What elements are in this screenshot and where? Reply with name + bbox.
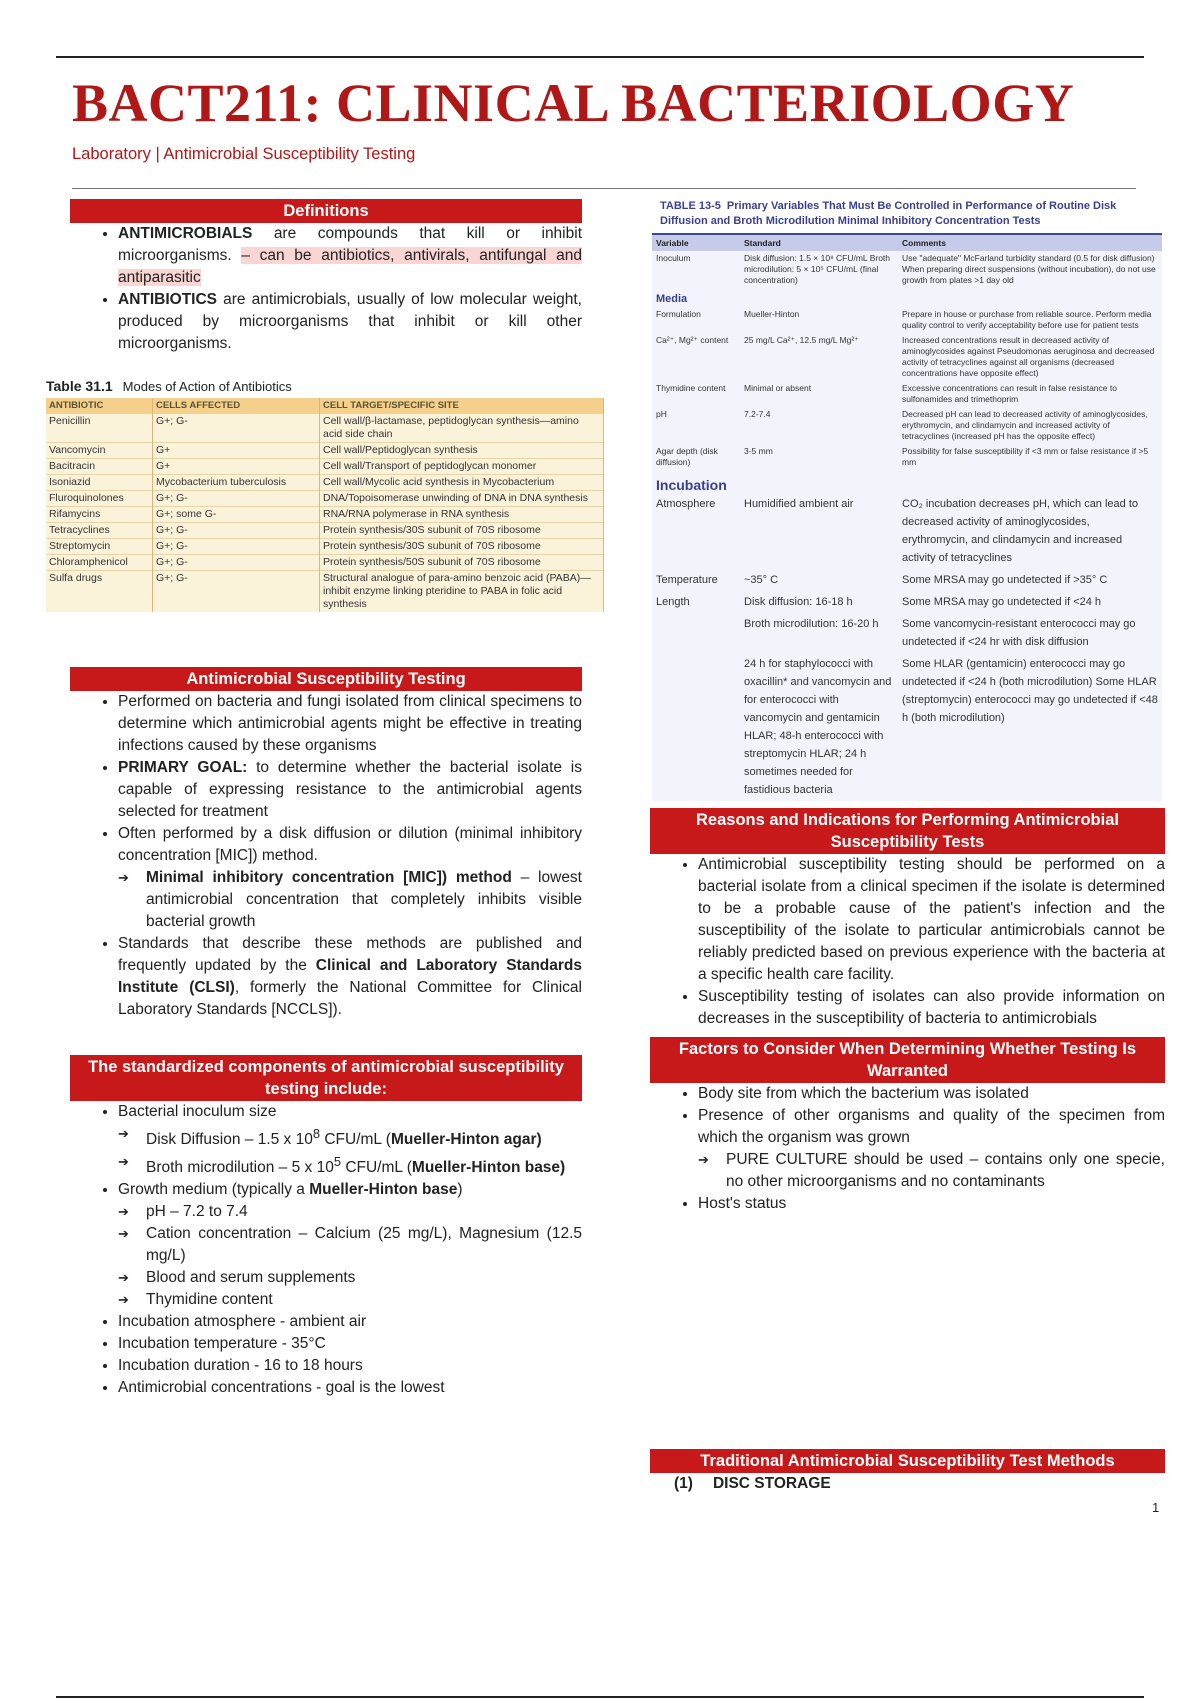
table-header: Comments [898,234,1162,251]
table-cell: Protein synthesis/30S subunit of 70S ribosome [320,523,604,539]
table-cell: Streptomycin [46,539,153,555]
table-cell: RNA/RNA polymerase in RNA synthesis [320,507,604,523]
table-cell: G+ [153,459,320,475]
table-cell [652,653,740,801]
table-row [46,459,604,475]
list-item: • Antimicrobial susceptibility testing should be performed on a bacterial isolate from a clinical specimen if the isolate is determined to be a probable cause of the patient's infection and the susceptibility of the isolate to particular antimicrobials cannot be reliably predicted based on previous experience with the bacteria at a specific health care facility. [698,854,1165,986]
table-cell: Protein synthesis/50S subunit of 70S ribosome [320,555,604,571]
table-row [46,539,604,555]
list-item: • Host's status [698,1193,1165,1215]
table-cell: 7.2-7.4 [744,409,771,419]
table-cell: Decreased pH can lead to decreased activity of aminoglycosides, erythromycin, and clindamycin and increased activity of tetracyclines (increased pH has the opposite effect) [902,409,1148,441]
table-cell: G+; G- [153,539,320,555]
table-cell: G+; G- [153,523,320,539]
sub-item: ➔ pH – 7.2 to 7.4 [146,1201,582,1223]
components-section [70,1055,582,1399]
ast-section [70,667,582,1021]
list-item: • Standards that describe these methods are published and frequently updated by the Clinical and Laboratory Standards Institute (CLSI), formerly the National Committee for Clinical Laboratory Standards [NCCLS]). [118,933,582,1021]
table-cell: Increased concentrations result in decreased activity of aminoglycosides against Pseudomonas aeruginosa and decreased activity of tetracyclines against all organisms (decreased concentrations have opposite effect) [902,335,1155,378]
sub-item: ➔ Disk Diffusion – 1.5 x $10^8$ CFU/mL (Mueller-Hinton agar) [146,1123,582,1151]
table-caption: TABLE 13-5 Primary Variables That Must Be Controlled in Performance of Routine Disk Diffusion and Broth Microdilution Minimal Inhibitory Concentration Tests [660,200,1117,227]
table-cell: Minimal or absent [744,383,812,393]
list-item: • Incubation duration - 16 to 18 hours [118,1355,582,1377]
table-header: Variable [652,234,740,251]
table-cell: Some MRSA may go undetected if >35° C [902,574,1108,586]
reasons-heading: Reasons and Indications for Performing Antimicrobial Susceptibility Tests [650,808,1165,854]
table-cell: 25 mg/L Ca²⁺, 12.5 mg/L Mg²⁺ [744,335,859,345]
table-cell: G+; G- [153,491,320,507]
table-row [46,443,604,459]
table-row [46,491,604,507]
table-header: ANTIBIOTIC [46,398,153,414]
table-row [652,307,1162,333]
table-cell: G+; some G- [153,507,320,523]
table-cell: Possibility for false susceptibility if <3 mm or false resistance if >5 mm [902,446,1149,467]
components-heading: The standardized components of antimicrobial susceptibility testing include: [70,1055,582,1101]
table-cell: Vancomycin [46,443,153,459]
table-cell: Protein synthesis/30S subunit of 70S ribosome [320,539,604,555]
table-row [46,523,604,539]
sub-item: ➔ PURE CULTURE should be used – contains only one specie, no other microorganisms and no contaminants [726,1149,1165,1193]
table-cell [652,613,740,653]
table-row [652,613,1162,653]
table-row [46,571,604,613]
factors-heading: Factors to Consider When Determining Whether Testing Is Warranted [650,1037,1165,1083]
list-item: • Often performed by a disk diffusion or dilution (minimal inhibitory concentration [MIC]) method. ➔ Minimal inhibitory concentration [MIC]) method – lowest antimicrobial concentration that completely inhibits visible bacterial growth [118,823,582,933]
subtitle-rule [72,188,1136,189]
table-cell: 24 h for staphylococci with oxacillin* and vancomycin and for enterococci with vancomycin and gentamicin HLAR; 48-h enterococci with streptomycin HLAR; 24 h sometimes needed for fastidious bacteria [744,658,892,796]
table-cell: Length [656,596,690,608]
table-cell: Some vancomycin-resistant enterococci may go undetected if <24 hr with disk diffusion [902,618,1136,648]
variables-table [652,199,1162,801]
table-cell: Sulfa drugs [46,571,153,613]
table-cell: Cell wall/Transport of peptidoglycan monomer [320,459,604,475]
table-cell: pH [656,409,667,419]
table-header: CELL TARGET/SPECIFIC SITE [320,398,604,414]
table-cell: Penicillin [46,414,153,443]
table-row [652,569,1162,591]
table-cell: Cell wall/Mycolic acid synthesis in Mycobacterium [320,475,604,491]
list-item: • Bacterial inoculum size ➔ Disk Diffusion – 1.5 x $10^8$ CFU/mL (Mueller-Hinton agar) ➔ Broth microdilution – 5 x $10^5$ CFU/mL (Mueller-Hinton base) [118,1101,582,1179]
table-row [652,381,1162,407]
table-cell: Isoniazid [46,475,153,491]
sub-item: ➔ Thymidine content [146,1289,582,1311]
sub-item: ➔ Broth microdilution – 5 x $10^5$ CFU/mL (Mueller-Hinton base) [146,1151,582,1179]
list-item: • Susceptibility testing of isolates can also provide information on decreases in the susceptibility of bacteria to antimicrobials [698,986,1165,1030]
definition-item: • ANTIMICROBIALS are compounds that kill or inhibit microorganisms. – can be antibiotics, antivirals, antifungal and antiparasitic [118,223,582,289]
table-row [652,591,1162,613]
list-item: • PRIMARY GOAL: to determine whether the bacterial isolate is capable of expressing resistance to the antimicrobial agents selected for treatment [118,757,582,823]
traditional-section [650,1449,1165,1495]
sub-item: ➔ Blood and serum supplements [146,1267,582,1289]
table-cell: Thymidine content [656,383,726,393]
table-cell: Prepare in house or purchase from reliable source. Perform media quality control to verify acceptability before use for patient tests [902,309,1152,330]
table-cell: Some MRSA may go undetected if <24 h [902,596,1102,608]
ast-heading: Antimicrobial Susceptibility Testing [70,667,582,691]
table-row [652,407,1162,444]
reasons-section [650,808,1165,1030]
table-cell: Chloramphenicol [46,555,153,571]
table-cell: Disk diffusion: 16-18 h [744,596,853,608]
definitions-section [70,199,582,355]
table-cell: Atmosphere [656,498,716,510]
table-header: CELLS AFFECTED [153,398,320,414]
table-cell: G+; G- [153,571,320,613]
table-row [46,414,604,443]
factors-section [650,1037,1165,1215]
list-item: • Growth medium (typically a Mueller-Hinton base) ➔ pH – 7.2 to 7.4 ➔ Cation concentration – Calcium (25 mg/L), Magnesium (12.5 mg/L) ➔ Blood and serum supplements ➔ Thymidine content [118,1179,582,1311]
table-cell: Cell wall/Peptidoglycan synthesis [320,443,604,459]
table-cell: Temperature [656,574,718,586]
table-cell: G+; G- [153,555,320,571]
table-cell: ~35° C [744,574,779,586]
list-item: • Body site from which the bacterium was isolated [698,1083,1165,1105]
table-row: Inoculum Disk diffusion: 1.5 × 10⁸ CFU/mL Broth microdilution: 5 × 10⁵ CFU/mL (final concentration) Use "adequate" McFarland turbidity standard (0.5 for disk diffusion) When preparing direct suspensions (without incubation), do not use growth from plates >1 day old [656,253,1156,285]
definition-highlight: – can be antibiotics, antivirals, antifungal and antiparasitic [118,247,582,286]
list-item: • Incubation temperature - 35°C [118,1333,582,1355]
bottom-rule [56,1696,1144,1698]
list-item: • Performed on bacteria and fungi isolated from clinical specimens to determine which antimicrobial agents might be effective in treating infections caused by these organisms [118,691,582,757]
table-row [652,444,1162,470]
table-cell: Some HLAR (gentamicin) enterococci may go undetected if <24 h (both microdilution) Some HLAR (streptomycin) enterococci may go undetected if <48 h (both microdilution) [902,658,1158,724]
list-item: • Presence of other organisms and quality of the specimen from which the organism was grown ➔ PURE CULTURE should be used – contains only one specie, no other microorganisms and no contaminants [698,1105,1165,1193]
table-row [46,555,604,571]
table-section-row: Incubation [656,477,727,493]
list-item: • Antimicrobial concentrations - goal is the lowest [118,1377,582,1399]
table-cell: CO₂ incubation decreases pH, which can lead to decreased activity of aminoglycosides, erythromycin, and clindamycin and increased activity of tetracyclines [902,498,1139,564]
traditional-heading: Traditional Antimicrobial Susceptibility Test Methods [650,1449,1165,1473]
table-cell: G+; G- [153,414,320,443]
table-cell: Rifamycins [46,507,153,523]
table-row [652,493,1162,569]
table-row [46,475,604,491]
numbered-item: (1) DISC STORAGE [674,1475,831,1492]
sub-item: ➔ Minimal inhibitory concentration [MIC]) method – lowest antimicrobial concentration that completely inhibits visible bacterial growth [146,867,582,933]
definition-item: • ANTIBIOTICS are antimicrobials, usually of low molecular weight, produced by microorganisms that inhibit or kill other microorganisms. [118,289,582,355]
table-cell: Humidified ambient air [744,498,854,510]
table-cell: DNA/Topoisomerase unwinding of DNA in DNA synthesis [320,491,604,507]
table-cell: Tetracyclines [46,523,153,539]
page-number: 1 [1152,1500,1160,1515]
table-section-row: Media [656,293,688,305]
table-row [652,653,1162,801]
table-cell: Formulation [656,309,701,319]
table-cell: G+ [153,443,320,459]
table-cell: Ca²⁺, Mg²⁺ content [656,335,729,345]
antibiotics-table [46,378,604,612]
table-cell: Mycobacterium tuberculosis [153,475,320,491]
sub-item: ➔ Cation concentration – Calcium (25 mg/L), Magnesium (12.5 mg/L) [146,1223,582,1267]
table-cell: Fluroquinolones [46,491,153,507]
table-cell: Structural analogue of para-amino benzoic acid (PABA)—inhibit enzyme linking pteridine to PABA in folic acid synthesis [320,571,604,613]
table-cell: Broth microdilution: 16-20 h [744,618,879,630]
page-title: BACT211: CLINICAL BACTERIOLOGY [72,73,1075,133]
table-cell: Mueller-Hinton [744,309,800,319]
page-subtitle: Laboratory | Antimicrobial Susceptibility Testing [72,145,416,163]
top-rule [56,56,1144,58]
table-cell: Bacitracin [46,459,153,475]
table-cell: Cell wall/β-lactamase, peptidoglycan synthesis—amino acid side chain [320,414,604,443]
table-cell: 3-5 mm [744,446,773,456]
table-cell: Excessive concentrations can result in false resistance to sulfonamides and trimethoprim [902,383,1117,404]
table-cell: Agar depth (disk diffusion) [656,446,718,467]
table-caption: Table 31.1 Modes of Action of Antibiotics [46,378,292,394]
list-item: • Incubation atmosphere - ambient air [118,1311,582,1333]
table-header: Standard [740,234,898,251]
table-row [652,333,1162,381]
table-row [46,507,604,523]
definitions-heading: Definitions [70,199,582,223]
